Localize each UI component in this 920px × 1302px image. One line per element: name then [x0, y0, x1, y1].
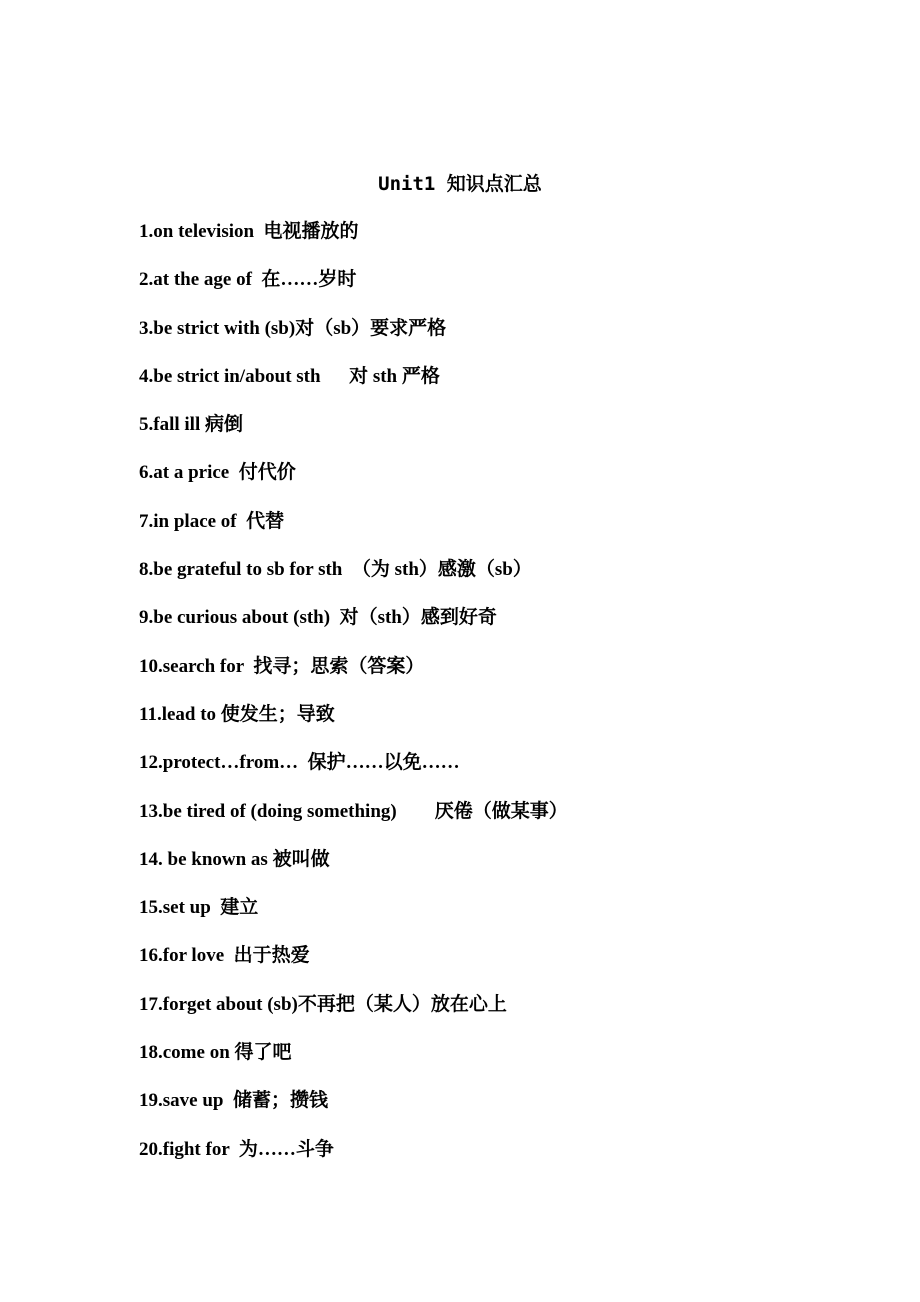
phrase-item: 6.at a price 付代价 [139, 462, 296, 484]
phrase-item: 15.set up 建立 [139, 897, 259, 919]
phrase-item: 11.lead to 使发生；导致 [139, 703, 335, 725]
phrase-item: 2.at the age of 在……岁时 [139, 269, 357, 291]
phrase-item: 10.search for 找寻；思索（答案） [139, 655, 425, 677]
phrase-item: 1.on television 电视播放的 [139, 221, 359, 242]
phrase-item: 18.come on 得了吧 [139, 1042, 292, 1064]
phrase-item: 3.be strict with (sb)对（sb）要求严格 [139, 317, 447, 339]
phrase-item: 12.protect…from… 保护……以免…… [139, 752, 460, 774]
phrase-item: 13.be tired of (doing something) 厌倦（做某事） [139, 800, 568, 822]
phrase-item: 14. be known as 被叫做 [139, 848, 330, 870]
phrase-item: 4.be strict in/about sth 对 sth 严格 [139, 365, 440, 387]
phrase-item: 17.forget about (sb)不再把（某人）放在心上 [139, 993, 507, 1015]
phrase-item: 7.in place of 代替 [139, 510, 285, 532]
phrase-item: 20.fight for 为……斗争 [139, 1138, 334, 1160]
phrase-list [139, 218, 879, 1184]
phrase-item: 9.be curious about (sth) 对（sth）感到好奇 [139, 607, 497, 629]
document-title: Unit1 知识点汇总 [378, 173, 542, 195]
phrase-item: 8.be grateful to sb for sth （为 sth）感激（sb） [139, 559, 532, 581]
phrase-item: 16.for love 出于热爱 [139, 945, 310, 967]
phrase-item: 5.fall ill 病倒 [139, 414, 243, 436]
phrase-item: 19.save up 储蓄；攒钱 [139, 1090, 328, 1112]
